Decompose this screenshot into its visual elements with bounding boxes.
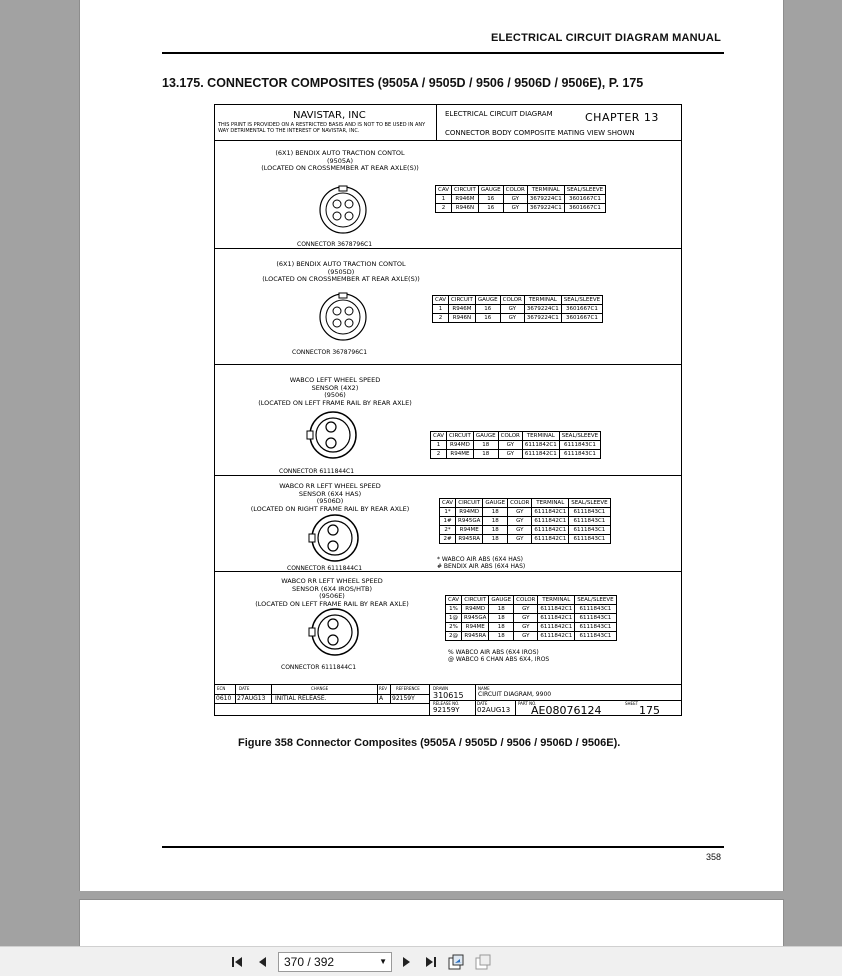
table-row: 1 R94MD 18 GY 6111842C1 6111843C1 (431, 441, 601, 450)
table-header-row: CAV CIRCUIT GAUGE COLOR TERMINAL SEAL/SLEEVE (431, 432, 601, 441)
table-row: 1* R94MD 18 GY 6111842C1 6111843C1 (440, 508, 611, 517)
table-header-row: CAV CIRCUIT GAUGE COLOR TERMINAL SEAL/SLEEVE (436, 186, 606, 195)
connector-code: (9505A) (326, 156, 354, 165)
previous-page-icon (254, 953, 272, 971)
connector-title: (6X1) BENDIX AUTO TRACTION CONTOL (275, 149, 405, 157)
rev-date: 27AUG13 (237, 695, 266, 702)
table-row: 2 R94ME 18 GY 6111842C1 6111843C1 (431, 450, 601, 459)
connector-part: CONNECTOR 3678796C1 (297, 241, 373, 248)
previous-page-button[interactable] (254, 953, 272, 971)
page-number: 358 (705, 852, 721, 862)
revision-block: ECN DATE CHANGE REV REFERENCE 0610 27AUG13 INITIAL RELEASE. A 92159Y DRAWN 310615 NAME CIRCUIT DIAGRAM, 9900 RELEASE NO. 92159Y DATE 02AUG13 PART NO. AE08076124 SHEET 175 (215, 685, 681, 715)
rev-reference: 92159Y (392, 695, 415, 702)
first-page-icon (229, 953, 247, 971)
connector-section-9506 (215, 365, 681, 476)
page-selector[interactable] (278, 952, 392, 972)
connector-location: (LOCATED ON LEFT FRAME RAIL BY REAR AXLE) (258, 398, 412, 407)
company-name: NAVISTAR, INC (293, 110, 366, 121)
section-title: 13.175. CONNECTOR COMPOSITES (9505A / 9505D / 9506 / 9506D / 9506E), P. 175 (162, 76, 644, 90)
title-block (215, 105, 681, 141)
round-connector-icon (307, 606, 363, 658)
release-date: 02AUG13 (477, 706, 511, 714)
connector-code: (9506E) (319, 592, 345, 600)
table-header-row: CAV CIRCUIT GAUGE COLOR TERMINAL SEAL/SLEEVE (446, 596, 617, 605)
connector-section-9506d (215, 476, 681, 572)
connector-location: (LOCATED ON CROSSMEMBER AT REAR AXLE(S)) (262, 275, 420, 283)
table-notes: * WABCO AIR ABS (6X4 HAS) # BENDIX AIR ABS (6X4 HAS) (437, 556, 526, 570)
chevron-down-icon: ▼ (379, 957, 387, 966)
disclaimer: THIS PRINT IS PROVIDED ON A RESTRICTED BASIS AND IS NOT TO BE USED IN ANY WAY DETRIMENTAL TO THE INTEREST OF NAVISTAR, INC. (218, 122, 426, 134)
connector-code: (9506D) (316, 497, 344, 505)
table-row: 2% R94ME 18 GY 6111842C1 6111843C1 (446, 623, 617, 632)
header-rule (162, 52, 724, 54)
chapter-label: CHAPTER 13 (585, 111, 659, 124)
connector-subtitle: SENSOR (6X4 IROS/HTB) (292, 584, 372, 593)
last-page-icon (421, 953, 439, 971)
table-row: 2* R94ME 18 GY 6111842C1 6111843C1 (440, 526, 611, 535)
table-row: 2@ R945RA 18 GY 6111842C1 6111843C1 (446, 632, 617, 641)
connector-section-9505a (215, 141, 681, 249)
import-page-button[interactable] (474, 953, 492, 971)
round-connector-icon (307, 512, 363, 564)
sheet-number: 175 (639, 704, 660, 717)
pin-table (435, 185, 606, 213)
export-page-icon (447, 953, 465, 971)
table-row: 1# R945GA 18 GY 6111842C1 6111843C1 (440, 517, 611, 526)
rev-ecn: 0610 (216, 695, 232, 702)
next-page-icon (397, 953, 415, 971)
pin-table (445, 595, 617, 641)
pin-table (430, 431, 601, 459)
round-connector-icon (305, 409, 361, 461)
connector-location: (LOCATED ON LEFT FRAME RAIL BY REAR AXLE) (255, 599, 409, 608)
pin-table (432, 295, 603, 323)
table-row: 1 R946M 16 GY 3679224C1 3601667C1 (433, 305, 603, 314)
release-number: 92159Y (433, 706, 460, 714)
connector-title: (6X1) BENDIX AUTO TRACTION CONTOL (276, 260, 406, 268)
page-indicator: 370 / 392 (284, 955, 335, 969)
connector-location: (LOCATED ON CROSSMEMBER AT REAR AXLE(S)) (261, 164, 419, 172)
diagram-subtitle: CONNECTOR BODY COMPOSITE MATING VIEW SHOWN (445, 129, 635, 137)
connector-part: CONNECTOR 6111844C1 (287, 565, 363, 572)
table-row: 2 R946N 16 GY 3679224C1 3601667C1 (436, 204, 606, 213)
viewer-toolbar (0, 946, 842, 976)
table-row: 1% R94MD 18 GY 6111842C1 6111843C1 (446, 605, 617, 614)
pin-table (439, 498, 611, 544)
connector-location: (LOCATED ON RIGHT FRAME RAIL BY REAR AXLE) (250, 504, 410, 513)
footer-rule (162, 846, 724, 848)
round-connector-icon (315, 185, 373, 235)
table-row: 1@ R945GA 18 GY 6111842C1 6111843C1 (446, 614, 617, 623)
export-page-button[interactable] (447, 953, 465, 971)
last-page-button[interactable] (421, 953, 439, 971)
connector-subtitle: SENSOR (6X4 HAS) (298, 489, 362, 498)
import-page-icon (474, 953, 492, 971)
connector-title: WABCO RR LEFT WHEEL SPEED (281, 577, 383, 585)
connector-code: (9505D) (327, 267, 355, 276)
connector-title: WABCO LEFT WHEEL SPEED (289, 376, 381, 384)
connector-section-9505d (215, 249, 681, 365)
manual-title: ELECTRICAL CIRCUIT DIAGRAM MANUAL (490, 32, 721, 44)
round-connector-icon (316, 291, 372, 343)
drawing-name: CIRCUIT DIAGRAM, 9900 (478, 691, 552, 698)
rev-letter: A (379, 695, 384, 702)
connector-code: (9506) (324, 391, 346, 399)
figure-caption: Figure 358 Connector Composites (9505A / 9505D / 9506 / 9506D / 9506E). (238, 737, 621, 749)
connector-part: CONNECTOR 3678796C1 (292, 349, 368, 356)
next-page-button[interactable] (397, 953, 415, 971)
table-notes: % WABCO AIR ABS (6X4 IROS) @ WABCO 6 CHAN ABS 6X4, IROS (448, 649, 550, 663)
document-page (79, 0, 784, 891)
rev-change: INITIAL RELEASE. (275, 695, 327, 702)
first-page-button[interactable] (229, 953, 247, 971)
table-header-row: CAV CIRCUIT GAUGE COLOR TERMINAL SEAL/SLEEVE (440, 499, 611, 508)
drawn-number: 310615 (433, 691, 464, 700)
table-row: 2 R946N 16 GY 3679224C1 3601667C1 (433, 314, 603, 323)
table-header-row: CAV CIRCUIT GAUGE COLOR TERMINAL SEAL/SLEEVE (433, 296, 603, 305)
diagram-type: ELECTRICAL CIRCUIT DIAGRAM (445, 110, 553, 118)
connector-diagram (214, 104, 682, 716)
connector-part: CONNECTOR 6111844C1 (281, 664, 357, 671)
table-row: 1 R946M 16 GY 3679224C1 3601667C1 (436, 195, 606, 204)
connector-section-9506e (215, 572, 681, 685)
part-number: AE08076124 (531, 704, 602, 717)
connector-subtitle: SENSOR (4X2) (311, 383, 359, 392)
connector-title: WABCO RR LEFT WHEEL SPEED (279, 482, 381, 490)
table-row: 2# R945RA 18 GY 6111842C1 6111843C1 (440, 535, 611, 544)
connector-part: CONNECTOR 6111844C1 (279, 468, 355, 475)
